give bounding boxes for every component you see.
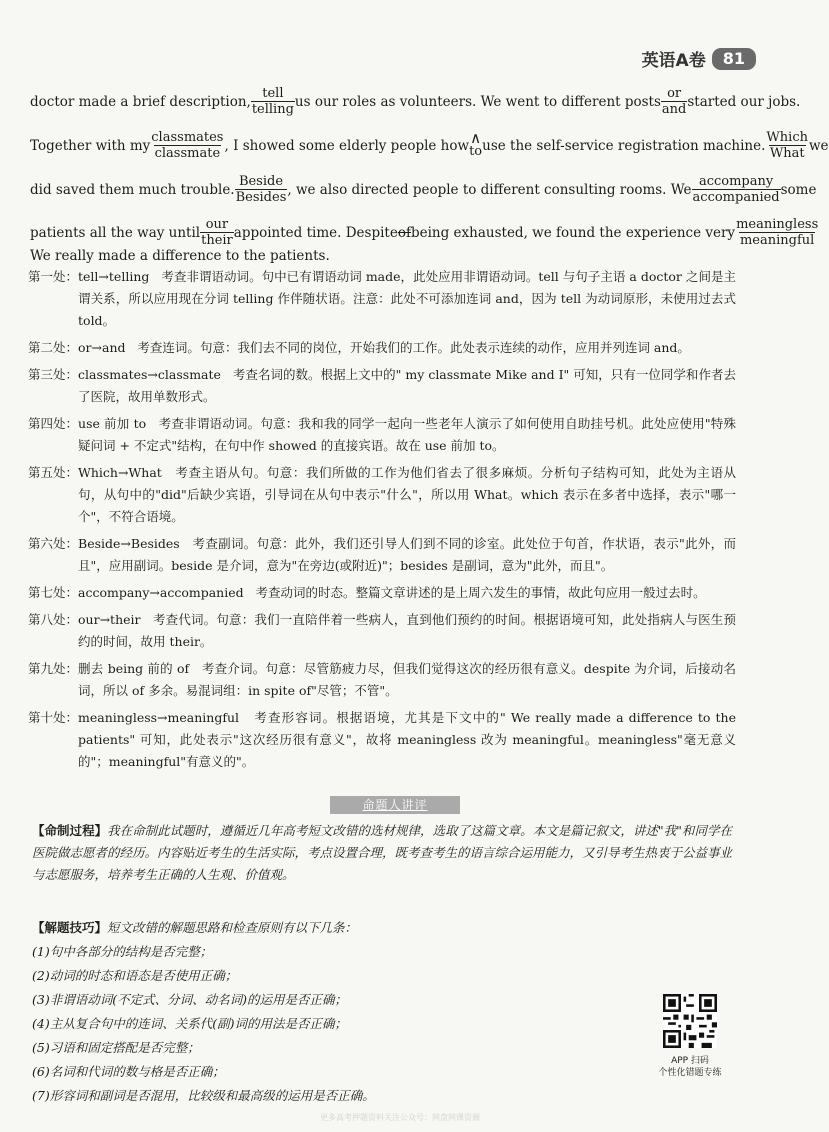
book-title: 英语A卷 <box>641 51 706 71</box>
explanation-item: 第五处： Which→What 考查主语从句。句意：我们所做的工作为他们省去了很多麻烦。分析句子结构可知，此处为主语从句，从句中的"did"后缺少宾语，引导词在从句中表示"什么"，所以用 What。which 表示在多者中选择，表示"哪一个"，不符合语境。 <box>28 465 736 524</box>
footer-watermark: 更多高考押题资料关注公众号：网盘网课资源 <box>320 1113 480 1122</box>
correction-mark: meaningless meaningful <box>736 217 819 248</box>
qr-block <box>642 994 738 1079</box>
qr-caption-line1: APP 扫码 <box>671 1056 709 1066</box>
explanation-item: 第四处： use 前加 to 考查非谓语动词。句意：我和我的同学一起向一些老年人演示了如何使用自助挂号机。此处应使用"特殊疑问词 + 不定式"结构，在句中作 showed 的直接宾语。故在 use 前加 to。 <box>28 416 736 453</box>
explanations <box>28 266 736 778</box>
explanation-item: 第七处： accompany→accompanied 考查动词的时态。整篇文章讲述的是上周六发生的事情，故此句应用一般过去时。 <box>28 585 706 600</box>
tip-item: (3)非谓语动词(不定式、分词、动名词)的运用是否正确； <box>32 992 347 1007</box>
tip-item: (5)习语和固定搭配是否完整； <box>32 1040 200 1055</box>
explanation-item: 第三处： classmates→classmate 考查名词的数。根据上文中的" my classmate Mike and I" 可知，只有一位同学和作者去了医院，故用单数形式。 <box>28 367 736 404</box>
section-banner: 命题人讲评 <box>330 796 460 814</box>
page-header <box>642 46 756 71</box>
correction-mark: Beside Besides <box>235 174 287 205</box>
explanation-item: 第九处： 删去 being 前的 of 考查介词。句意：尽管筋疲力尽，但我们觉得这次的经历很有意义。despite 为介词，后接动名词，所以 of 多余。易混词组：in spite of"尽管；不管"。 <box>28 661 736 698</box>
correction-mark: or and <box>661 86 687 117</box>
qr-code-icon[interactable] <box>663 994 717 1048</box>
correction-mark: classmates classmate <box>151 130 224 161</box>
correction-mark: Which What <box>766 130 808 161</box>
passage-line-5: We really made a difference to the patients. <box>30 248 330 264</box>
commentary <box>32 820 732 886</box>
passage-line-2: Together with my classmates classmate , I showed some elderly people how ∧ to use the self-service registration machine. Which What we <box>30 129 829 161</box>
tip-item: (7)形容词和副词是否混用，比较级和最高级的运用是否正确。 <box>32 1088 375 1103</box>
explanation-item: 第六处： Beside→Besides 考查副词。句意：此外，我们还引导人们到不同的诊室。此处位于句首，作状语，表示"此外，而且"，应用副词。beside 是介词，意为"在旁边(或附近)"；besides 是副词，意为"此外，而且"。 <box>28 536 736 573</box>
tips-heading: 【解题技巧】短文改错的解题思路和检查原则有以下几条： <box>32 920 358 935</box>
tip-item: (1)句中各部分的结构是否完整； <box>32 944 213 959</box>
explanation-item: 第一处： tell→telling 考查非谓语动词。句中已有谓语动词 made，此处应用非谓语动词。tell 与句子主语 a doctor 之间是主谓关系，所以应用现在分词 telling 作伴随状语。注意：此处不可添加连词 and，因为 tell 为动词原形，未使用过去式 told。 <box>28 269 736 328</box>
tip-item: (4)主从复合句中的连词、关系代(副)词的用法是否正确； <box>32 1016 347 1031</box>
process-paragraph: 【命制过程】我在命制此试题时，遵循近几年高考短文改错的选材规律，选取了这篇文章。本文是篇记叙文，讲述"我"和同学在医院做志愿者的经历。内容贴近考生的生活实际，考点设置合理，既考查考生的语言综合运用能力，又引导考生热衷于公益事业与志愿服务，培养考生正确的人生观、价值观。 <box>32 823 733 882</box>
qr-caption-line2: 个性化错题专练 <box>658 1068 722 1078</box>
explanation-item: 第二处： or→and 考查连词。句意：我们去不同的岗位，开始我们的工作。此处表示连续的动作，应用并列连词 and。 <box>28 340 690 355</box>
page-number: 81 <box>712 48 756 70</box>
tip-item: (2)动词的时态和语态是否使用正确； <box>32 968 238 983</box>
correction-mark: tell telling <box>251 86 294 117</box>
passage-line-4: patients all the way until our their appointed time. Despite of being exhausted, we found the experience very meaningless meaningful <box>30 217 819 248</box>
explanation-item: 第八处： our→their 考查代词。句意：我们一直陪伴着一些病人，直到他们预约的时间。根据语境可知，此处指病人与医生预约的时间，故用 their。 <box>28 612 736 649</box>
passage-line-3: did saved them much trouble. Beside Besides , we also directed people to different consulting rooms. We accompany accompanied some <box>30 174 817 205</box>
passage-line-1: doctor made a brief description, tell telling us our roles as volunteers. We went to different posts or and started our jobs. <box>30 86 801 117</box>
tips-list <box>32 916 592 1108</box>
deleted-word: of <box>397 224 411 241</box>
correction-mark: accompany accompanied <box>692 174 780 205</box>
explanation-item: 第十处： meaningless→meaningful 考查形容词。根据语境，尤其是下文中的" We really made a difference to the patients" 可知，此处表示"这次经历很有意义"，故将 meaningless 改为 meaningful。meaningless"毫无意义的"；meaningful"有意义的"。 <box>28 710 737 769</box>
insertion-mark: ∧ to <box>469 129 483 159</box>
correction-mark: our their <box>201 217 233 248</box>
tip-item: (6)名词和代词的数与格是否正确； <box>32 1064 225 1079</box>
